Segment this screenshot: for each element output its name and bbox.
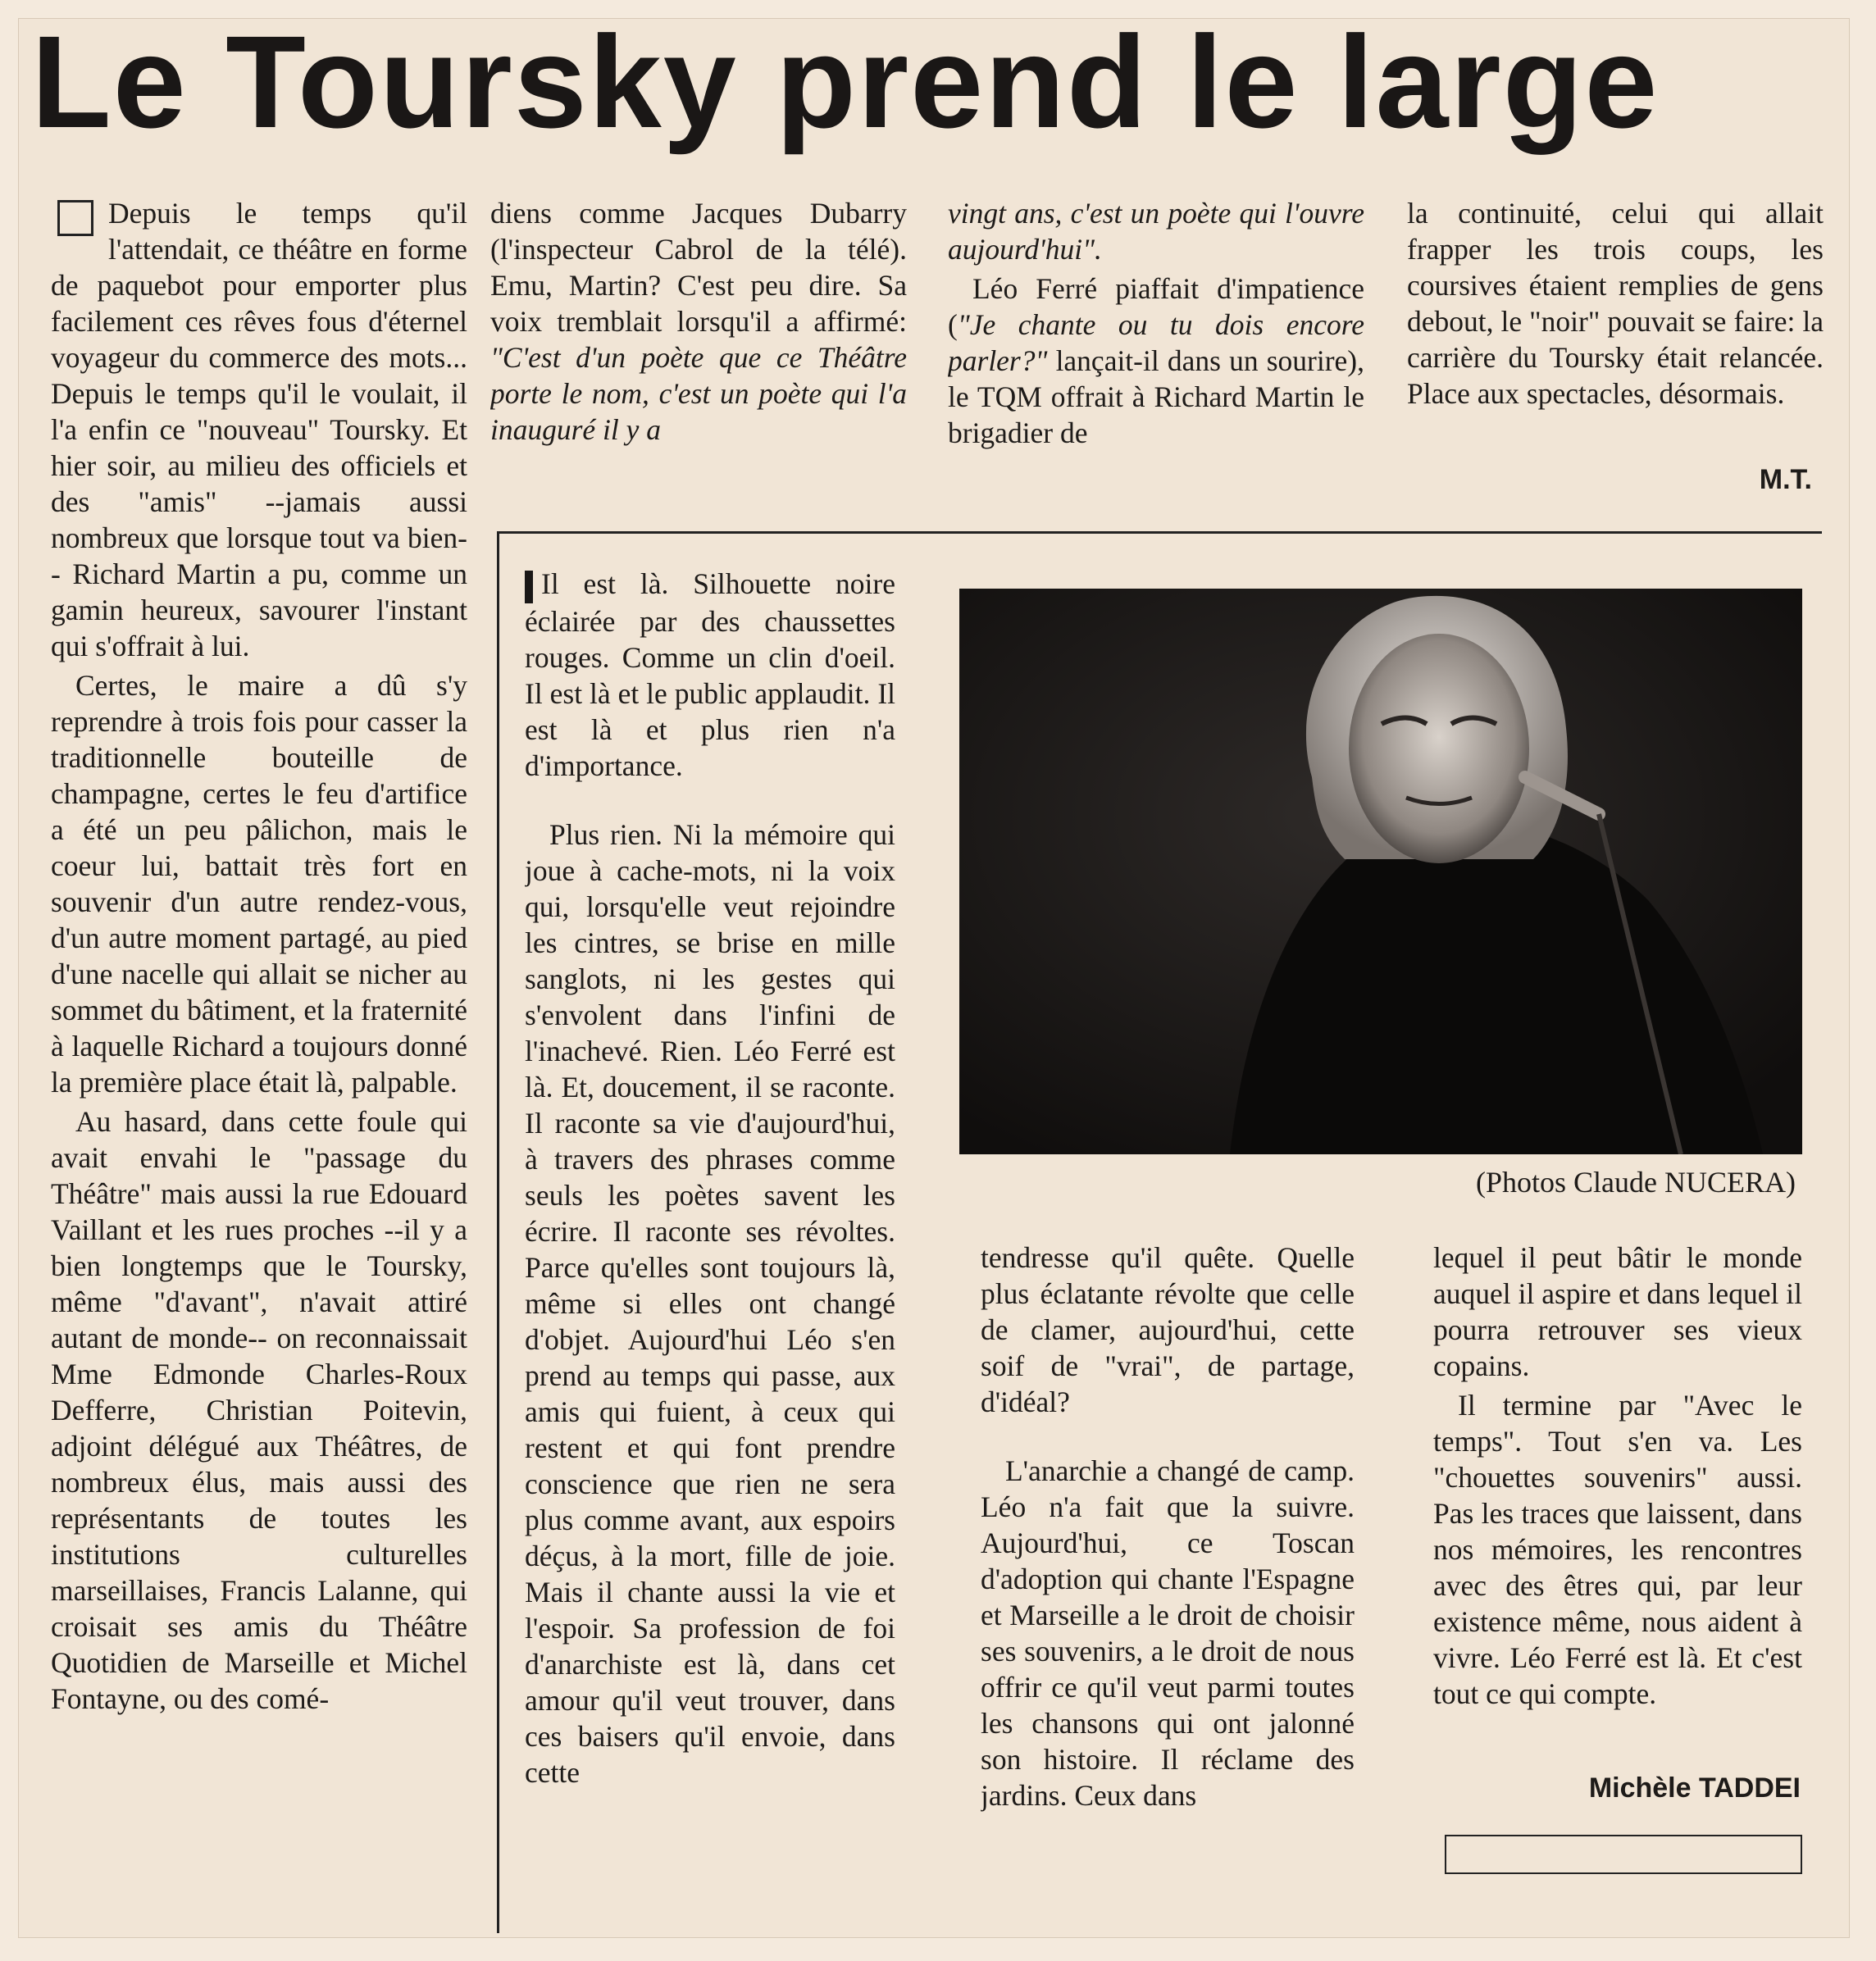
top-article-paragraph: Léo Ferré piaffait d'impatience ("Je chante ou tu dois encore parler?" lançait-il dans un sourire), le TQM offrait à Richard Martin le brigadier de xyxy=(948,272,1364,449)
boxed-article-column-1 xyxy=(525,566,895,1877)
top-article-column-1 xyxy=(51,195,467,1925)
top-article-paragraph: Au hasard, dans cette foule qui avait envahi le "passage du Théâtre" mais aussi la rue Edouard Vaillant et les rues proches --il y a bien longtemps que le Toursky, même "d'avant", n'avait attiré autant de monde-- on reconnaissait Mme Edmonde Charles-Roux Defferre, Christian Poitevin, adjoint délégué aux Théâtres, de nombreux élus, mais aussi des représentants de toutes les institutions culturelles marseillaises, Francis Lalanne, qui croisait ses amis du Théâtre Quotidien de Marseille et Michel Fontayne, ou des comé- xyxy=(51,1105,467,1715)
top-article-signature: M.T. xyxy=(1759,464,1812,495)
top-article-paragraph xyxy=(948,195,1364,267)
quote-italic: "C'est d'un poète que ce Théâtre porte le nom, c'est un poète qui l'a inauguré il y a xyxy=(490,341,907,446)
top-article-column-4 xyxy=(1407,195,1824,466)
article-start-square-icon xyxy=(57,200,93,236)
box-frame-top xyxy=(497,531,1822,534)
top-article-column-2 xyxy=(490,195,907,466)
boxed-article-signature: Michèle TADDEI xyxy=(1588,1772,1801,1804)
boxed-article-paragraph: tendresse qu'il quête. Quelle plus éclatante révolte que celle de clamer, aujourd'hui, cette soif de "vrai", de partage, d'idéal? xyxy=(981,1241,1355,1418)
drop-cap-bar xyxy=(525,571,533,603)
boxed-article-paragraph: Il est là. Silhouette noire éclairée par des chaussettes rouges. Comme un clin d'oeil. Il est là et le public applaudit. Il est là et plus rien n'a d'importance. xyxy=(525,567,895,782)
top-article-column-3 xyxy=(948,195,1364,466)
boxed-article-paragraph: Plus rien. Ni la mémoire qui joue à cache-mots, ni la voix qui, lorsqu'elle veut rejoindre les cintres, se brise en mille sanglots, ni les gestes qui s'envolent dans l'infini de l'inachevé. Rien. Léo Ferré est là. Et, doucement, il se raconte. Il raconte sa vie d'aujourd'hui, à travers des phrases comme seuls les poètes savent les écrire. Il raconte ses révoltes. Parce qu'elles sont toujours là, même si elles ont changé d'objet. Aujourd'hui Léo s'en prend au temps qui passe, aux amis qui fuient, à ceux qui restent et qui font prendre conscience que rien ne sera plus comme avant, aux espoirs déçus, à la mort, fille de joie. Mais il chante aussi la vie et l'espoir. Sa profession de foi d'anarchiste est là, dans cet amour qu'il veut trouver, dans ces baisers qu'il envoie, dans cette xyxy=(525,817,895,1789)
headline: Le Toursky prend le large xyxy=(31,8,1660,155)
boxed-article-paragraph: lequel il peut bâtir le monde auquel il aspire et dans lequel il pourra retrouver ses vieux copains. xyxy=(1433,1241,1802,1382)
photo-caption: (Photos Claude NUCERA) xyxy=(1476,1166,1796,1199)
top-article-paragraph: Certes, le maire a dû s'y reprendre à trois fois pour casser la traditionnelle bouteille de champagne, certes le feu d'artifice a été un peu pâlichon, mais le coeur lui, battait très fort en souvenir d'un autre rendez-vous, d'un autre moment partagé, au pied d'une nacelle qui allait se nicher au sommet du bâtiment, et la fraternité à laquelle Richard a toujours donné la première place était là, palpable. xyxy=(51,669,467,1099)
boxed-article-column-3 xyxy=(1433,1240,1802,1748)
boxed-article-column-2 xyxy=(981,1240,1355,1879)
top-article-paragraph: diens comme Jacques Dubarry (l'inspecteur Cabrol de la télé). Emu, Martin? C'est peu dire. Sa voix tremblait lorsqu'il a affirmé: "C'est d'un poète que ce Théâtre porte le nom, c'est un poète qui l'a inauguré il y a xyxy=(490,197,907,446)
photo-leo-ferre xyxy=(959,589,1802,1154)
boxed-article-paragraph: L'anarchie a changé de camp. Léo n'a fait que la suivre. Aujourd'hui, ce Toscan d'adoption qui chante l'Espagne et Marseille a le droit de choisir ses souvenirs, a le droit de nous offrir ce qu'il veut parmi toutes les chansons qui ont jalonné son histoire. Il réclame des jardins. Ceux dans xyxy=(981,1454,1355,1812)
boxed-article-paragraph: Il termine par "Avec le temps". Tout s'en va. Les "chouettes souvenirs" aussi. Pas les traces que laissent, dans nos mémoires, les rencontres avec des êtres qui, par leur existence même, nous aident à vivre. Léo Ferré est là. Et c'est tout ce qui compte. xyxy=(1433,1389,1802,1710)
top-article-paragraph: Depuis le temps qu'il l'attendait, ce théâtre en forme de paquebot pour emporter plus facilement ces rêves fous d'éternel voyageur du commerce des mots... Depuis le temps qu'il le voulait, il l'a enfin ce "nouveau" Toursky. Et hier soir, au milieu des officiels et des "amis" --jamais aussi nombreux que lorsque tout va bien-- Richard Martin a pu, comme un gamin heureux, savourer l'instant qui s'offrait à lui. xyxy=(51,197,467,662)
article-end-box xyxy=(1445,1835,1802,1874)
singer-photo-illustration xyxy=(959,589,1802,1154)
top-article-paragraph: la continuité, celui qui allait frapper les trois coups, les coursives étaient remplies de gens debout, le "noir" pouvait se faire: la carrière du Toursky était relancée. Place aux spectacles, désormais. xyxy=(1407,197,1824,410)
quote-italic: vingt ans, c'est un poète qui l'ouvre aujourd'hui". xyxy=(948,197,1364,266)
quote-italic: "Je chante ou tu dois encore parler?" xyxy=(948,308,1364,377)
box-frame-left xyxy=(497,531,499,1933)
